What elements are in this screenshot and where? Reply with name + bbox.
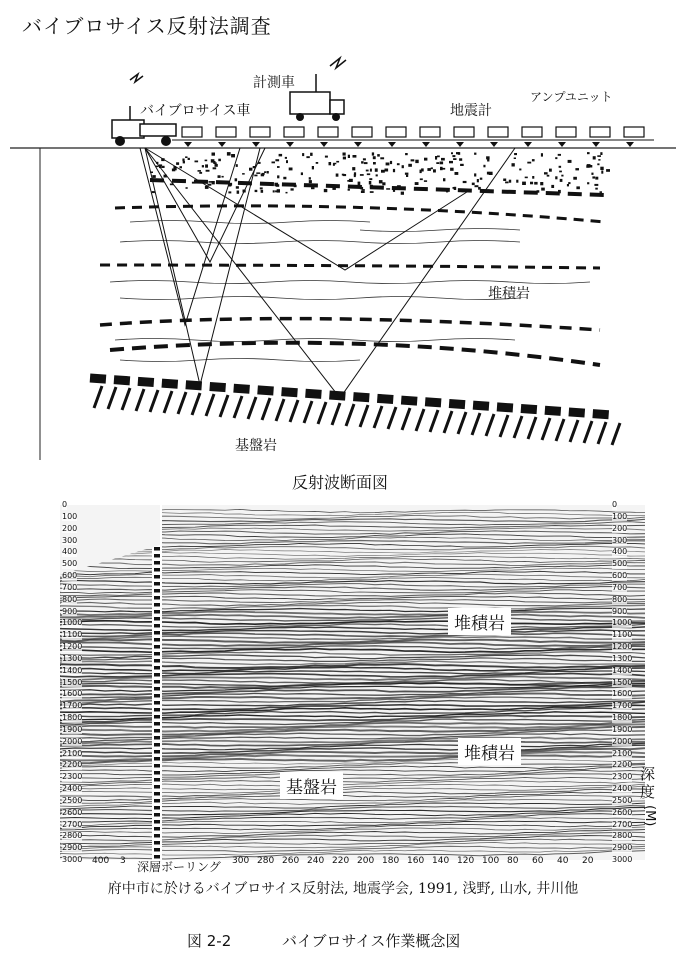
depth-tick-label: 2300 [612,772,633,782]
trace-tick-label: 40 [557,856,569,866]
depth-tick-label: 1000 [62,618,83,628]
amp-unit-label: アンプユニット [530,90,613,104]
trace-tick-label: 300 [232,856,250,866]
sediment-label: 堆積岩 [488,286,530,302]
depth-tick-label: 1400 [62,665,83,675]
depth-tick-label: 2800 [62,831,83,841]
depth-tick-label: 100 [612,511,628,521]
geophone-array [172,127,654,147]
depth-tick-label: 2600 [62,807,83,817]
depth-tick-label: 1500 [612,677,633,687]
section-caption: 反射波断面図 [292,473,389,492]
trace-tick-label: 120 [457,856,475,866]
depth-tick-label: 300 [62,535,78,545]
depth-tick-label: 400 [62,547,78,557]
trace-tick-label: 160 [407,856,425,866]
depth-tick-label: 2700 [62,819,83,829]
trace-tick-label: 3 [120,856,126,866]
recorder-label: 計測車 [253,75,295,91]
figure-number: 図 2-2 [187,932,232,950]
trace-tick-label: 60 [532,856,544,866]
seismic-sediment-label-2: 堆積岩 [458,738,521,765]
depth-tick-label: 2900 [612,843,633,853]
depth-tick-label: 2600 [612,807,633,817]
depth-tick-label: 1500 [62,677,83,687]
depth-tick-label: 2500 [612,795,633,805]
depth-tick-label: 2100 [612,748,633,758]
depth-tick-label: 1300 [612,653,633,663]
seismic-basement-label: 基盤岩 [280,772,343,799]
depth-tick-label: 500 [612,559,628,569]
trace-tick-label: 240 [307,856,325,866]
depth-tick-label: 1200 [612,642,633,651]
depth-tick-label: 2000 [62,736,83,746]
depth-tick-label: 2400 [612,784,633,793]
depth-tick-label: 900 [62,606,78,616]
depth-tick-label: 1900 [62,724,83,734]
depth-tick-label: 300 [612,535,628,545]
depth-tick-label: 3000 [62,855,83,864]
depth-tick-label: 100 [62,511,78,521]
depth-tick-label: 600 [62,571,78,580]
depth-tick-label: 800 [612,594,628,604]
depth-tick-label: 2000 [612,736,633,746]
depth-tick-label: 1000 [612,618,633,628]
depth-tick-label: 600 [612,571,628,580]
depth-tick-label: 1300 [62,653,83,663]
seismic-sediment-label-1: 堆積岩 [448,608,511,635]
radio-signal-icon [130,74,143,82]
seismic-section-image [60,505,645,860]
recording-truck-icon [290,74,344,121]
trace-tick-label: 20 [582,856,594,866]
depth-tick-label: 200 [612,523,628,533]
depth-tick-label: 2800 [612,831,633,841]
depth-tick-label: 2500 [62,795,83,805]
depth-tick-label: 2200 [612,760,633,770]
depth-tick-label: 0 [612,500,618,509]
vibrator-label: バイブロサイス車 [140,103,251,119]
depth-tick-label: 1900 [612,724,633,734]
trace-tick-label: 200 [357,856,375,866]
figure-title: バイブロサイス作業概念図 [282,932,461,950]
trace-tick-label: 100 [482,856,500,866]
trace-tick-label: 400 [92,856,110,866]
depth-tick-label: 0 [62,500,68,509]
depth-tick-label: 1400 [612,665,633,675]
trace-tick-label: 80 [507,856,519,866]
depth-tick-label: 1100 [62,630,83,640]
depth-tick-label: 3000 [612,855,633,864]
geophone-label: 地震計 [450,103,492,119]
depth-tick-label: 1100 [612,630,633,640]
depth-tick-label: 1700 [62,701,83,711]
radio-signal-icon [330,58,346,68]
basement-label: 基盤岩 [235,438,277,454]
depth-tick-label: 500 [62,559,78,569]
depth-tick-label: 800 [62,594,78,604]
depth-tick-label: 200 [62,523,78,533]
depth-tick-label: 2100 [62,748,83,758]
citation: 府中市に於けるバイブロサイス反射法, 地震学会, 1991, 浅野, 山水, 井川他 [107,881,579,897]
trace-tick-label: 260 [282,856,300,866]
depth-tick-label: 1600 [62,689,83,699]
depth-tick-label: 1600 [612,689,633,699]
depth-tick-label: 2900 [62,843,83,853]
trace-tick-label: 140 [432,856,450,866]
depth-tick-label: 2400 [62,784,83,793]
depth-tick-label: 700 [612,582,628,592]
depth-tick-label: 1200 [62,642,83,651]
depth-axis-unit: (M) [642,805,657,827]
borehole-label: 深層ボーリング [137,860,221,874]
depth-tick-label: 2700 [612,819,633,829]
depth-tick-label: 1800 [62,713,83,722]
depth-tick-label: 900 [612,606,628,616]
trace-tick-label: 280 [257,856,275,866]
depth-axis-title: 深度 [640,765,656,801]
diagram-title: バイブロサイス反射法調査 [22,14,272,38]
depth-tick-label: 400 [612,547,628,557]
trace-tick-label: 180 [382,856,400,866]
depth-tick-label: 1800 [612,713,633,722]
depth-tick-label: 2200 [62,760,83,770]
depth-tick-label: 700 [62,582,78,592]
trace-tick-label: 220 [332,856,350,866]
depth-tick-label: 2300 [62,772,83,782]
depth-tick-label: 1700 [612,701,633,711]
